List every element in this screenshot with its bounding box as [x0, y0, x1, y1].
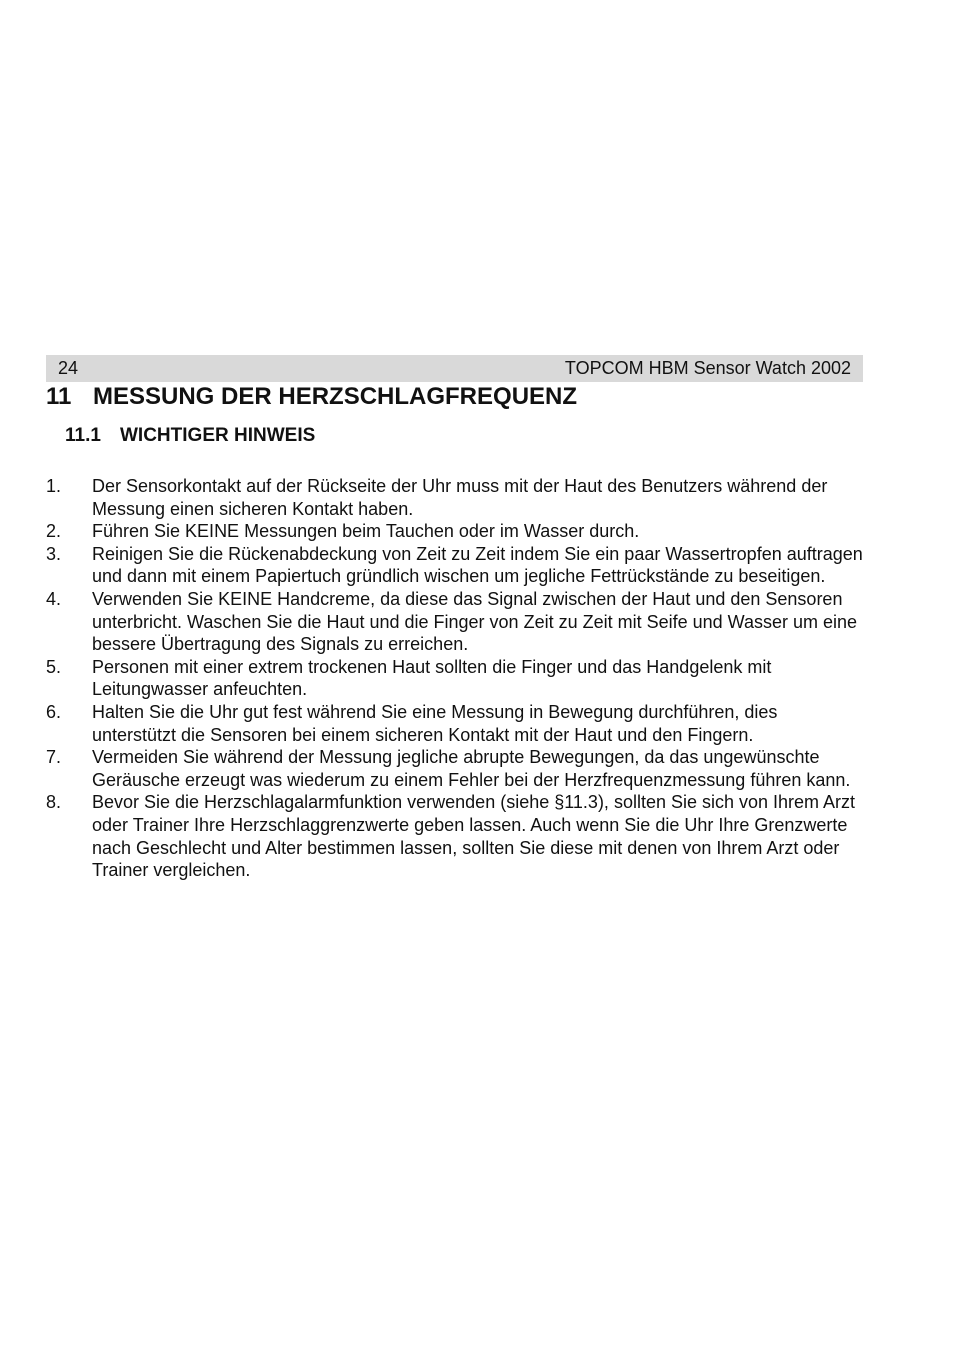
list-item-text: Halten Sie die Uhr gut fest während Sie eine Messung in Bewegung durchführen, dies unterstützt die Sensoren bei einem sicheren Kontakt mit der Haut und den Fingern. — [92, 701, 778, 745]
list-item-text: Personen mit einer extrem trockenen Haut sollten die Finger und das Handgelenk mit Leitungwasser anfeuchten. — [92, 656, 772, 700]
list-item-text: Bevor Sie die Herzschlagalarmfunktion verwenden (siehe §11.3), sollten Sie sich von Ihrem Arzt oder Trainer Ihre Herzschlaggrenzwerte geben lassen. Auch wenn Sie die Uhr Ihre Grenzwerte nach Geschlecht und Alter bestimmen lassen, sollten Sie diese mit denen von Ihrem Arzt oder Trainer vergleichen. — [92, 792, 856, 881]
list-item — [46, 475, 864, 520]
page-number: 24 — [58, 358, 79, 378]
list-item — [46, 791, 864, 881]
list-item-text: Der Sensorkontakt auf der Rückseite der Uhr muss mit der Haut des Benutzers während der Messung einen sicheren Kontakt haben. — [92, 476, 828, 519]
section-number: 11.1 — [65, 425, 101, 446]
document-title: TOPCOM HBM Sensor Watch 2002 — [564, 358, 851, 378]
list-item — [46, 543, 864, 588]
section-heading — [65, 425, 315, 447]
list-item — [46, 701, 864, 746]
list-item-text: Führen Sie KEINE Messungen beim Tauchen oder im Wasser durch. — [92, 521, 640, 542]
list-item-number: 5. — [46, 656, 62, 677]
list-item-text: Verwenden Sie KEINE Handcreme, da diese das Signal zwischen der Haut und den Sensoren unterbricht. Waschen Sie die Haut und die Finger von Zeit zu Zeit mit Seife und Wasser um eine bessere Übertragung des Signals zu erreichen. — [92, 588, 858, 655]
chapter-number: 11 — [46, 383, 72, 410]
list-item-number: 6. — [46, 701, 62, 722]
list-item-number: 1. — [46, 476, 62, 496]
list-item-number: 8. — [46, 792, 62, 813]
list-item — [46, 520, 864, 543]
list-item-number: 3. — [46, 543, 62, 564]
list-item — [46, 746, 864, 791]
chapter-heading — [46, 383, 577, 411]
list-item-number: 4. — [46, 588, 62, 609]
notice-list — [46, 475, 864, 882]
list-item-number: 7. — [46, 747, 62, 768]
list-item-text: Reinigen Sie die Rückenabdeckung von Zeit zu Zeit indem Sie ein paar Wassertropfen auftragen und dann mit einem Papiertuch gründlich wischen um jegliche Fettrückstände zu beseitigen. — [92, 543, 863, 587]
page-header-bar — [46, 355, 863, 382]
list-item-number: 2. — [46, 521, 62, 542]
section-title: WICHTIGER HINWEIS — [120, 425, 316, 446]
list-item — [46, 656, 864, 701]
list-item-text: Vermeiden Sie während der Messung jegliche abrupte Bewegungen, da das ungewünschte Geräusche erzeugt was wiederum zu einem Fehler bei der Herzfrequenzmessung führen kann. — [92, 747, 851, 790]
chapter-title: MESSUNG DER HERZSCHLAGFREQUENZ — [93, 383, 578, 410]
list-item — [46, 588, 864, 656]
